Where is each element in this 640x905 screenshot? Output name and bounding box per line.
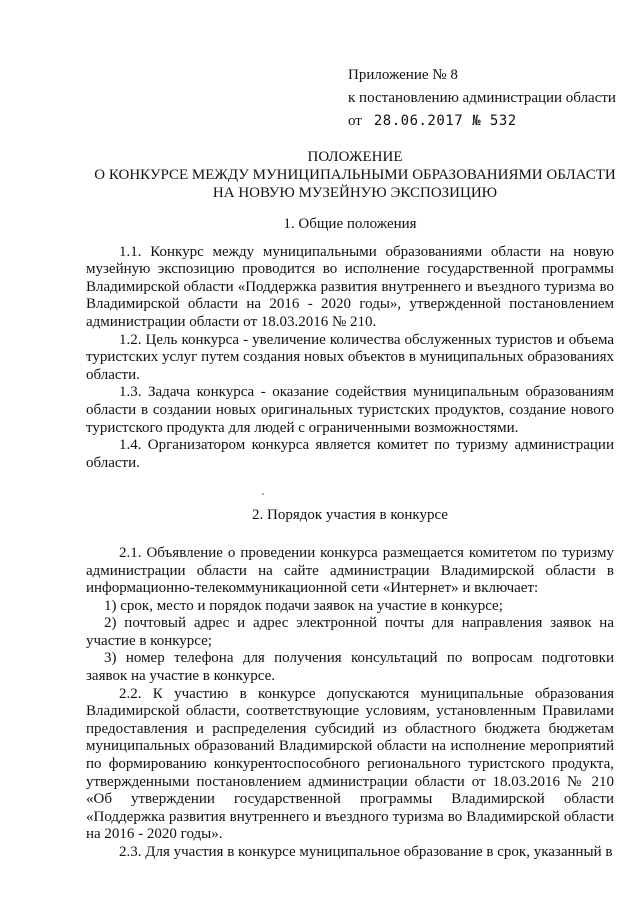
appendix-number: Приложение № 8 [348,67,458,83]
date-stamp: 28.06.2017 № 532 [373,113,517,129]
title-line-3: НА НОВУЮ МУЗЕЙНУЮ ЭКСПОЗИЦИЮ [212,185,498,201]
paragraph-2-1: 2.1. Объявление о проведении конкурса размещается комитетом по туризму администрации области на сайте администрации Владимирской области в информационно-телекоммуникационной сети «Интернет» и включает: [86,544,614,597]
section-heading-2: 2. Порядок участия в конкурсе [252,507,448,524]
list-item-3: 3) номер телефона для получения консультаций по вопросам подготовки заявок на участие в конкурсе. [86,650,614,685]
appendix-date-line [348,110,616,133]
document-body [86,216,614,862]
paragraph-1-4: 1.4. Организатором конкурса является комитет по туризму администрации области. [86,437,614,471]
date-prefix: от [348,113,362,129]
document-title [60,148,640,202]
appendix-header [348,64,616,133]
scan-speck [262,493,264,495]
title-line-1: ПОЛОЖЕНИЕ [307,149,403,165]
appendix-decree-ref: к постановлению администрации области [348,90,616,106]
paragraph-1-3: 1.3. Задача конкурса - оказание содействия муниципальным образованиям области в создании новых оригинальных туристских продуктов, создание нового туристского продукта для людей с ограниченными возможностями. [86,384,614,436]
paragraph-1-1: 1.1. Конкурс между муниципальными образованиями области на новую музейную экспозицию проводится во исполнение государственной программы Владимирской области «Поддержка развития внутреннего и въездного туризма во Владимирской области на 2016 - 2020 годы», утвержденной постановлением администрации области от 18.03.2016 № 210. [86,243,614,330]
title-line-2: О КОНКУРСЕ МЕЖДУ МУНИЦИПАЛЬНЫМИ ОБРАЗОВАНИЯМИ ОБЛАСТИ [94,167,616,183]
paragraph-2-3: 2.3. Для участия в конкурсе муниципальное образование в срок, указанный в [119,844,613,860]
list-item-1: 1) срок, место и порядок подачи заявок на участие в конкурсе; [104,597,503,614]
list-item-2: 2) почтовый адрес и адрес электронной почты для направления заявок на участие в конкурсе; [86,615,614,649]
paragraph-1-2: 1.2. Цель конкурса - увеличение количества обслуженных туристов и объема туристских услуг путем создания новых объектов в муниципальных образованиях области. [86,331,614,383]
paragraph-2-2: 2.2. К участию в конкурсе допускаются муниципальные образования Владимирской области, соответствующие условиям, установленным Правилами предоставления и распределения субсидий из областного бюджета бюджетам муниципальных образований Владимирской области на исполнение мероприятий по формированию конкурентоспособного регионального туристского продукта, утвержденными постановлением администрации области от 18.03.2016 № 210 «Об утверждении государственной программы Владимирской области «Поддержка развития внутреннего и въездного туризма во Владимирской области на 2016 - 2020 годы». [86,685,614,843]
section-heading-1: 1. Общие положения [283,216,417,232]
